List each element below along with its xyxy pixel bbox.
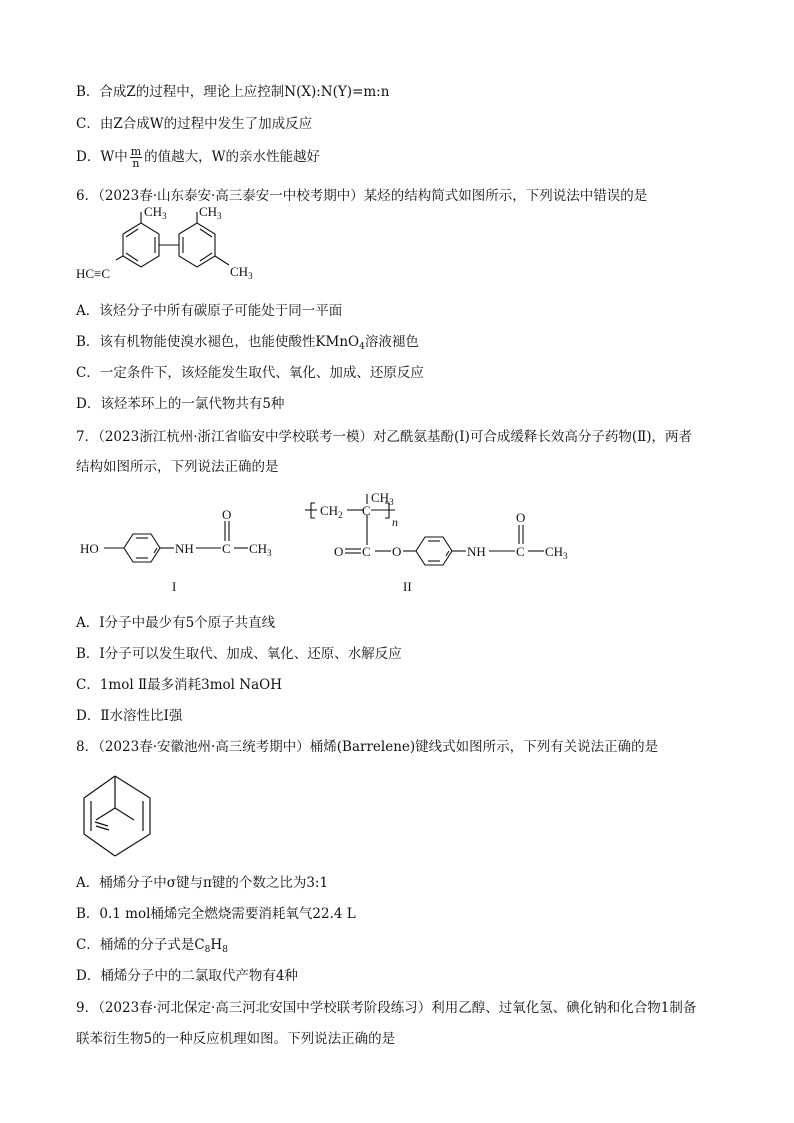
q8-option-c-pre: C．桶烯的分子式是C — [76, 937, 205, 953]
q6-option-d: D．该烃苯环上的一氯代物共有5种 — [76, 396, 285, 412]
q7-structure-ii — [305, 488, 595, 598]
top-methyl-label: $CH_3$ — [371, 490, 394, 507]
q6-option-b-sub: 4 — [359, 342, 365, 352]
fraction-numerator: m — [130, 145, 142, 158]
methyl-label-2: $CH_3$ — [199, 204, 222, 221]
repeat-count-n: n — [392, 515, 398, 529]
q8-option-b: B．0.1 mol桶烯完全燃烧需要消耗氧气22.4 L — [76, 906, 356, 922]
q9-stem-line-1: 9．（2023春·河北保定·高三河北安国中学校联考阶段练习）利用乙醇、过氧化氢、碘化钠和化合物1制备 — [76, 1000, 697, 1016]
q8-option-c-sub2: 8 — [222, 945, 228, 955]
amide-nh-label: NH — [467, 544, 486, 559]
q5-option-d-pre: D．W中 — [76, 149, 128, 165]
q8-option-d: D．桶烯分子中的二氯取代产物有4种 — [76, 968, 298, 984]
q6-option-a: A．该烃分子中所有碳原子可能处于同一平面 — [76, 303, 343, 319]
ethynyl-label: HC≡C — [76, 266, 111, 281]
q5-option-d-post: 的值越大，W的亲水性能越好 — [144, 149, 321, 165]
q5-option-d — [76, 146, 320, 169]
m-over-n-fraction — [130, 146, 142, 169]
methylene-label: $CH_2$ — [320, 503, 343, 520]
backbone-carbon-label: C — [362, 503, 371, 518]
q7-stem-line-2: 结构如图所示，下列说法正确的是 — [76, 459, 279, 475]
amine-label: NH — [175, 541, 194, 556]
q6-option-b-post: 溶液褪色 — [364, 334, 419, 350]
amide-methyl-label: $CH_3$ — [545, 544, 568, 561]
q6-option-c: C．一定条件下，该烃能发生取代、氧化、加成、还原反应 — [76, 365, 424, 381]
ester-carbonyl-oxygen: O — [334, 544, 344, 559]
q7-option-d: D．Ⅱ水溶性比Ⅰ强 — [76, 708, 183, 724]
q7-option-c: C．1mol Ⅱ最多消耗3mol NaOH — [76, 677, 282, 693]
structure-i-label: I — [172, 579, 177, 594]
q6-stem: 6．（2023春·山东泰安·高三泰安一中校考期中）某烃的结构简式如图所示，下列说法中错误的是 — [76, 188, 648, 204]
q6-structure-diagram — [76, 204, 276, 295]
amide-oxygen-label: O — [516, 510, 526, 525]
methyl-label-3: $CH_3$ — [230, 264, 253, 281]
structure-ii-label: II — [403, 579, 412, 594]
q8-option-a: A．桶烯分子中σ键与π键的个数之比为3:1 — [76, 875, 329, 891]
fraction-denominator: n — [132, 157, 140, 170]
q7-option-b: B．Ⅰ分子可以发生取代、加成、氧化、还原、水解反应 — [76, 646, 402, 662]
carbonyl-oxygen-label: O — [222, 507, 232, 522]
q8-option-c-sub1: 8 — [204, 945, 211, 955]
q8-option-c-mid: H — [210, 937, 223, 953]
methyl-label-1: $CH_3$ — [144, 204, 167, 221]
q7-stem-line-1: 7．（2023浙江杭州·浙江省临安中学校联考一模）对乙酰氨基酚(Ⅰ)可合成缓释长效高分子药物(Ⅱ)，两者 — [76, 429, 693, 445]
q7-structure-i — [76, 505, 286, 600]
carbonyl-carbon-label: C — [222, 541, 231, 556]
ester-oxygen-label: O — [392, 544, 402, 559]
q6-option-b — [76, 333, 419, 356]
methyl-label: $CH_3$ — [249, 541, 272, 558]
q5-option-b: B．合成Z的过程中，理论上应控制N(X):N(Y)=m:n — [76, 84, 390, 100]
q6-option-b-pre: B．该有机物能使溴水褪色，也能使酸性KMnO — [76, 334, 360, 350]
barrelene-structure — [80, 772, 155, 862]
amide-carbon-label: C — [516, 544, 525, 559]
q7-option-a: A．Ⅰ分子中最少有5个原子共直线 — [76, 615, 276, 631]
q9-stem-line-2: 联苯衍生物5的一种反应机理如图。下列说法正确的是 — [76, 1031, 396, 1047]
q8-option-c — [76, 936, 228, 959]
ester-carbon-label: C — [362, 544, 371, 559]
q5-option-c: C．由Z合成W的过程中发生了加成反应 — [76, 116, 313, 132]
hydroxyl-label: HO — [80, 541, 99, 556]
q8-stem: 8．（2023春·安徽池州·高三统考期中）桶烯(Barrelene)键线式如图所示，下列有关说法正确的是 — [76, 739, 659, 755]
